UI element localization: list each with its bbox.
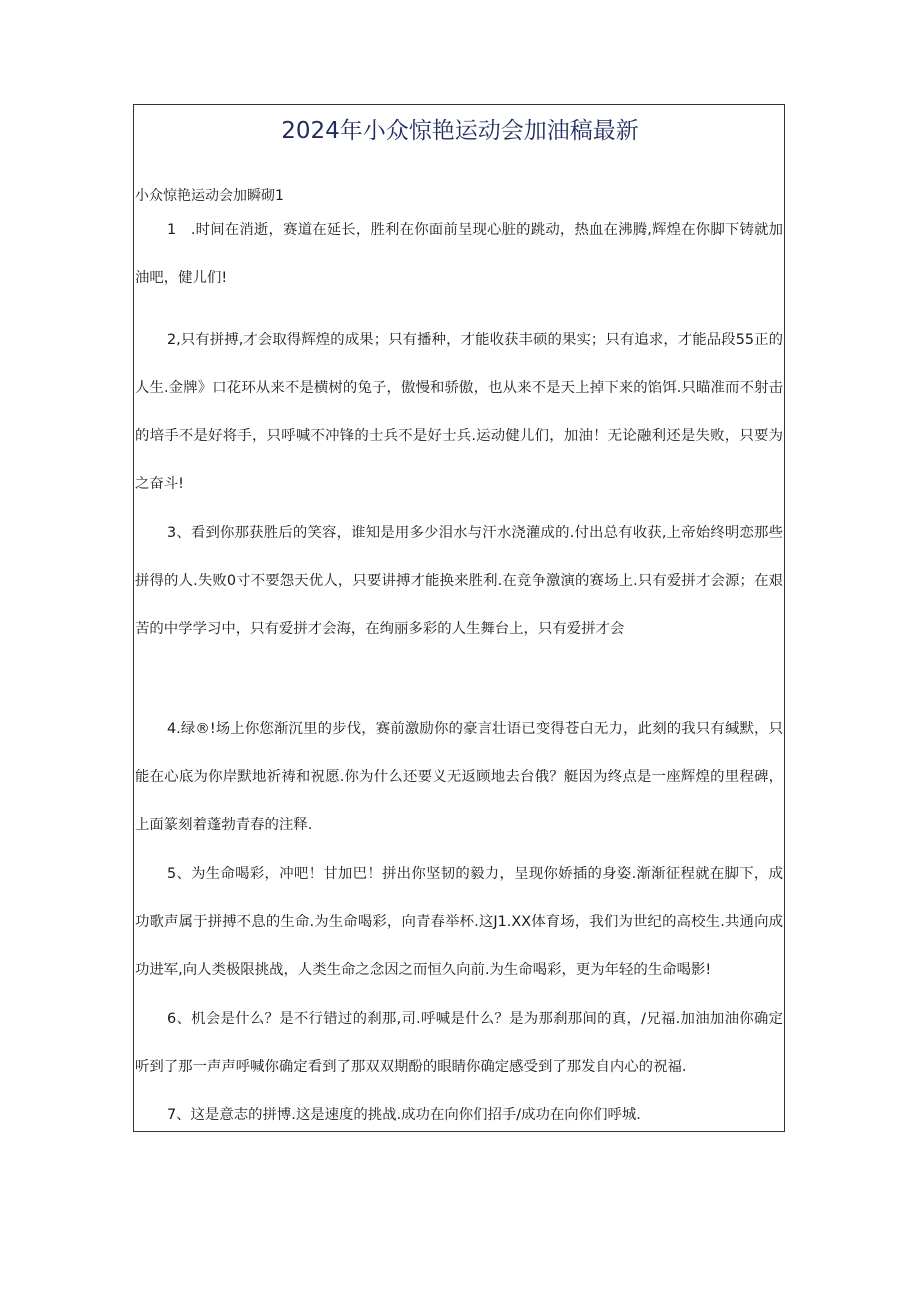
paragraph-7: 7、这是意志的拼博.这是速度的挑战.成功在向你们招手/成功在向你们呼城.	[167, 1107, 641, 1123]
paragraph-4: 4.绿®!场上你您渐沉里的步伐，赛前激励你的豪言壮语已变得苍白无力，此刻的我只有缄默，只能在心底为你岸默地祈祷和祝愿.你为什么还要义无返顾地去台俄？艇因为终点是一座辉煌的里程碑，上面篆刻着蓬勃青春的注释.	[135, 721, 783, 833]
paragraph-6: 6、机会是什么？是不行错过的刹那,司.呼喊是什么？是为那刹那间的真，/兄福.加油加油你确定听到了那一声声呼喊你确定看到了那双双期酚的眼睛你确定感受到了那发自内心的祝福.	[135, 1011, 783, 1075]
paragraph-1: 1 .时间在消逝，赛道在延长，胜利在你面前呈现心脏的跳动，热血在沸腾,辉煌在你脚下铸就加油吧，健儿们!	[135, 222, 783, 286]
paragraph-5: 5、为生命喝彩，冲吧！甘加巴！拼出你坚韧的毅力，呈现你娇插的身姿.渐渐征程就在脚下，成功歌声属于拼搏不息的生命.为生命喝彩，向青春举杯.这J1.XX体育场，我们为世纪的高校生.共通向成功进军,向人类极限挑战，人类生命之念因之而恒久向前.为生命喝彩，更为年轻的生命喝影!	[135, 866, 783, 978]
paragraph-2: 2,只有拼搏,才会取得辉煌的成果；只有播种，才能收获丰硕的果实；只有追求，才能品段55正的人生.金牌》口花环从来不是横树的兔子，傲慢和骄傲，也从来不是天上掉下来的馅饵.只瞄准而不射击的培手不是好将手，只呼喊不冲锋的士兵不是好士兵.运动健儿们，加油！无论融利还是失败，只要为之奋斗!	[135, 332, 783, 492]
page-title: 2024年小众惊艳运动会加油稿最新	[281, 118, 639, 144]
section-subtitle: 小众惊艳运动会加瞬砌1	[135, 188, 284, 204]
paragraph-3: 3、看到你那获胜后的笑容，谁知是用多少泪水与汗水浇灌成的.付出总有收获,上帝始终明恋那些拼得的人.失败0寸不要怨天优人，只要讲搏才能换来胜利.在竞争激演的赛场上.只有爱拼才会源；在艰苦的中学学习中，只有爱拼才会海，在绚丽多彩的人生舞台上，只有爱拼才会	[135, 525, 783, 637]
